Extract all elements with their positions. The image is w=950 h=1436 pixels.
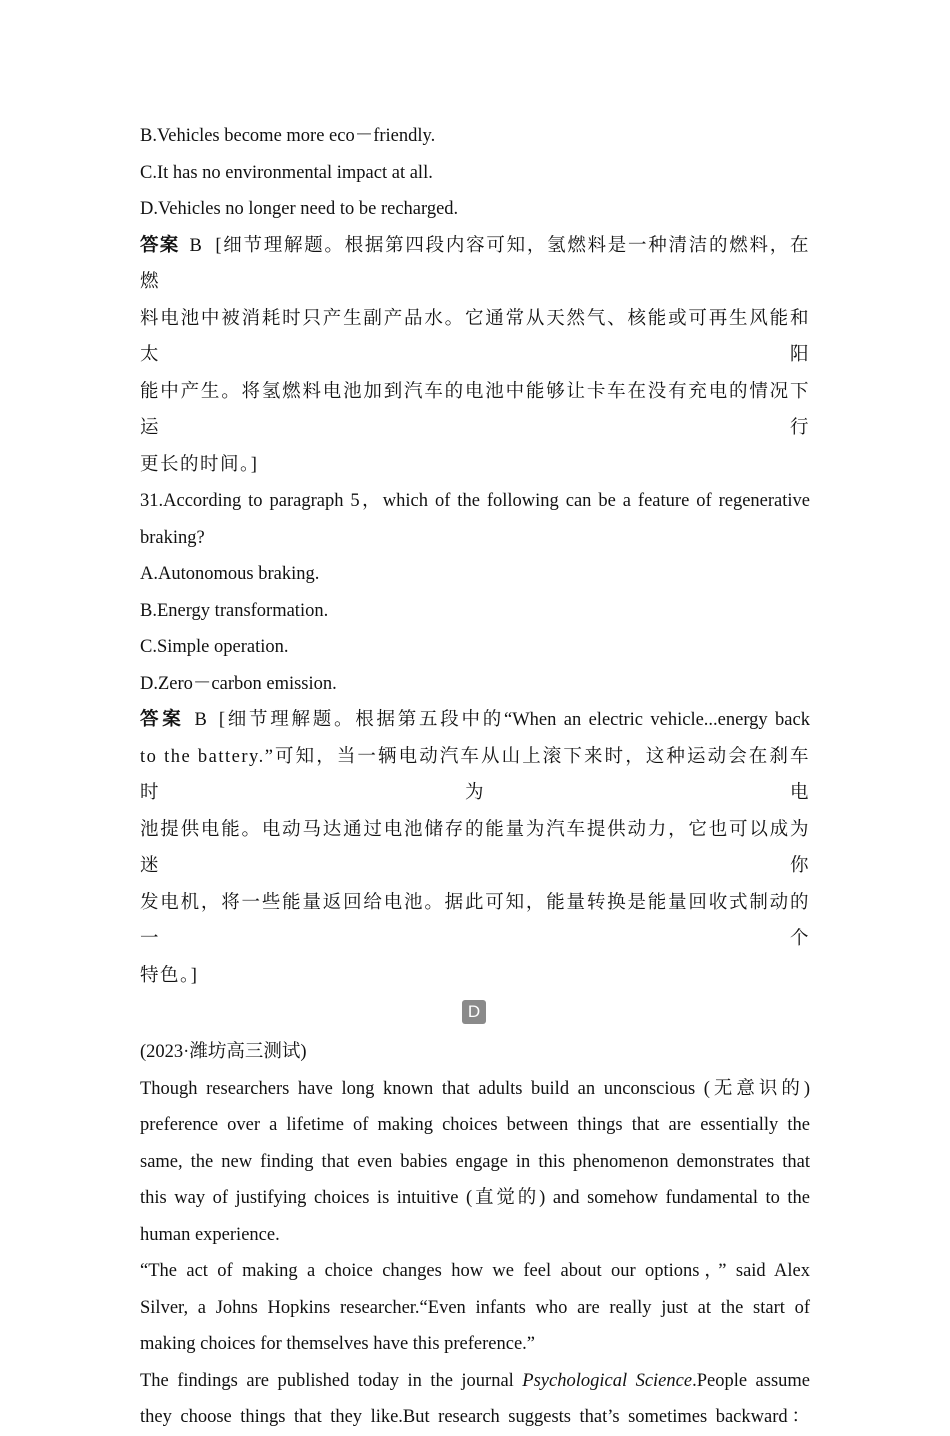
passage-line: human experience. (140, 1224, 280, 1245)
q30-explanation-line: 更长的时间。] (140, 454, 259, 475)
q31-option-b: B.Energy transformation. (140, 600, 329, 621)
passage-line: “The act of making a choice changes how we feel about our options，” said Alex (140, 1261, 810, 1281)
passage-line: they choose things that they like.But research suggests that’s sometimes backward： (140, 1407, 810, 1427)
page-content (140, 118, 810, 1436)
q30-answer-line (140, 228, 810, 301)
q31-explanation-line: 池提供电能。电动马达通过电池储存的能量为汽车提供动力，它也可以成为迷你 (140, 819, 810, 876)
journal-title: Psychological Science (522, 1370, 693, 1391)
q30-explanation-line: 料电池中被消耗时只产生副产品水。它通常从天然气、核能或可再生风能和太阳 (140, 308, 810, 365)
passage-line: same, the new finding that even babies engage in this phenomenon demonstrates that (140, 1151, 810, 1172)
answer-label: 答案 (140, 710, 185, 730)
passage-text: The findings are published today in the journal (140, 1370, 523, 1391)
answer-label: 答案 (140, 235, 180, 256)
q31-option-d: D.Zero－carbon emission. (140, 673, 337, 694)
passage-line: preference over a lifetime of making choices between things that are essentially the (140, 1115, 810, 1135)
section-badge: D (462, 1000, 486, 1024)
q30-explanation-line: 能中产生。将氢燃料电池加到汽车的电池中能够让卡车在没有充电的情况下运行 (140, 381, 810, 438)
q30-option-b: B.Vehicles become more eco－friendly. (140, 126, 436, 146)
passage-line: Though researchers have long known that adults build an unconscious (无意识的) (140, 1078, 810, 1099)
answer-letter: B (189, 235, 204, 256)
q31-stem: braking? (140, 527, 205, 548)
passage-line (140, 1363, 810, 1400)
q30-option-d: D.Vehicles no longer need to be recharged. (140, 199, 459, 219)
q31-option-a: A.Autonomous braking. (140, 564, 320, 584)
q31-explanation-line: 发电机，将一些能量返回给电池。据此可知，能量转换是能量回收式制动的一个 (140, 892, 810, 949)
q30-explanation-line: [细节理解题。根据第四段内容可知，氢燃料是一种清洁的燃料，在燃 (140, 235, 810, 292)
passage-line: making choices for themselves have this preference.” (140, 1334, 536, 1354)
q31-explanation-line: [细节理解题。根据第五段中的“When an electric vehicle...energy back (218, 710, 810, 730)
passage-line: this way of justifying choices is intuitive (直觉的) and somehow fundamental to the (140, 1188, 810, 1208)
q30-option-c: C.It has no environmental impact at all. (140, 162, 433, 183)
q31-answer-line (140, 702, 810, 739)
answer-letter: B (194, 710, 207, 730)
passage-source: (2023·潍坊高三测试) (140, 1042, 307, 1062)
q31-explanation-line: to the battery.”可知，当一辆电动汽车从山上滚下来时，这种运动会在刹车时为电 (140, 746, 810, 803)
passage-line: Silver, a Johns Hopkins researcher.“Even infants who are really just at the start of (140, 1297, 810, 1318)
q31-option-c: C.Simple operation. (140, 637, 289, 657)
section-badge-row (140, 994, 810, 1034)
q31-stem: 31.According to paragraph 5，which of the following can be a feature of regenerative (140, 491, 810, 511)
passage-text: .People assume (692, 1370, 810, 1391)
q31-explanation-line: 特色。] (140, 965, 199, 986)
